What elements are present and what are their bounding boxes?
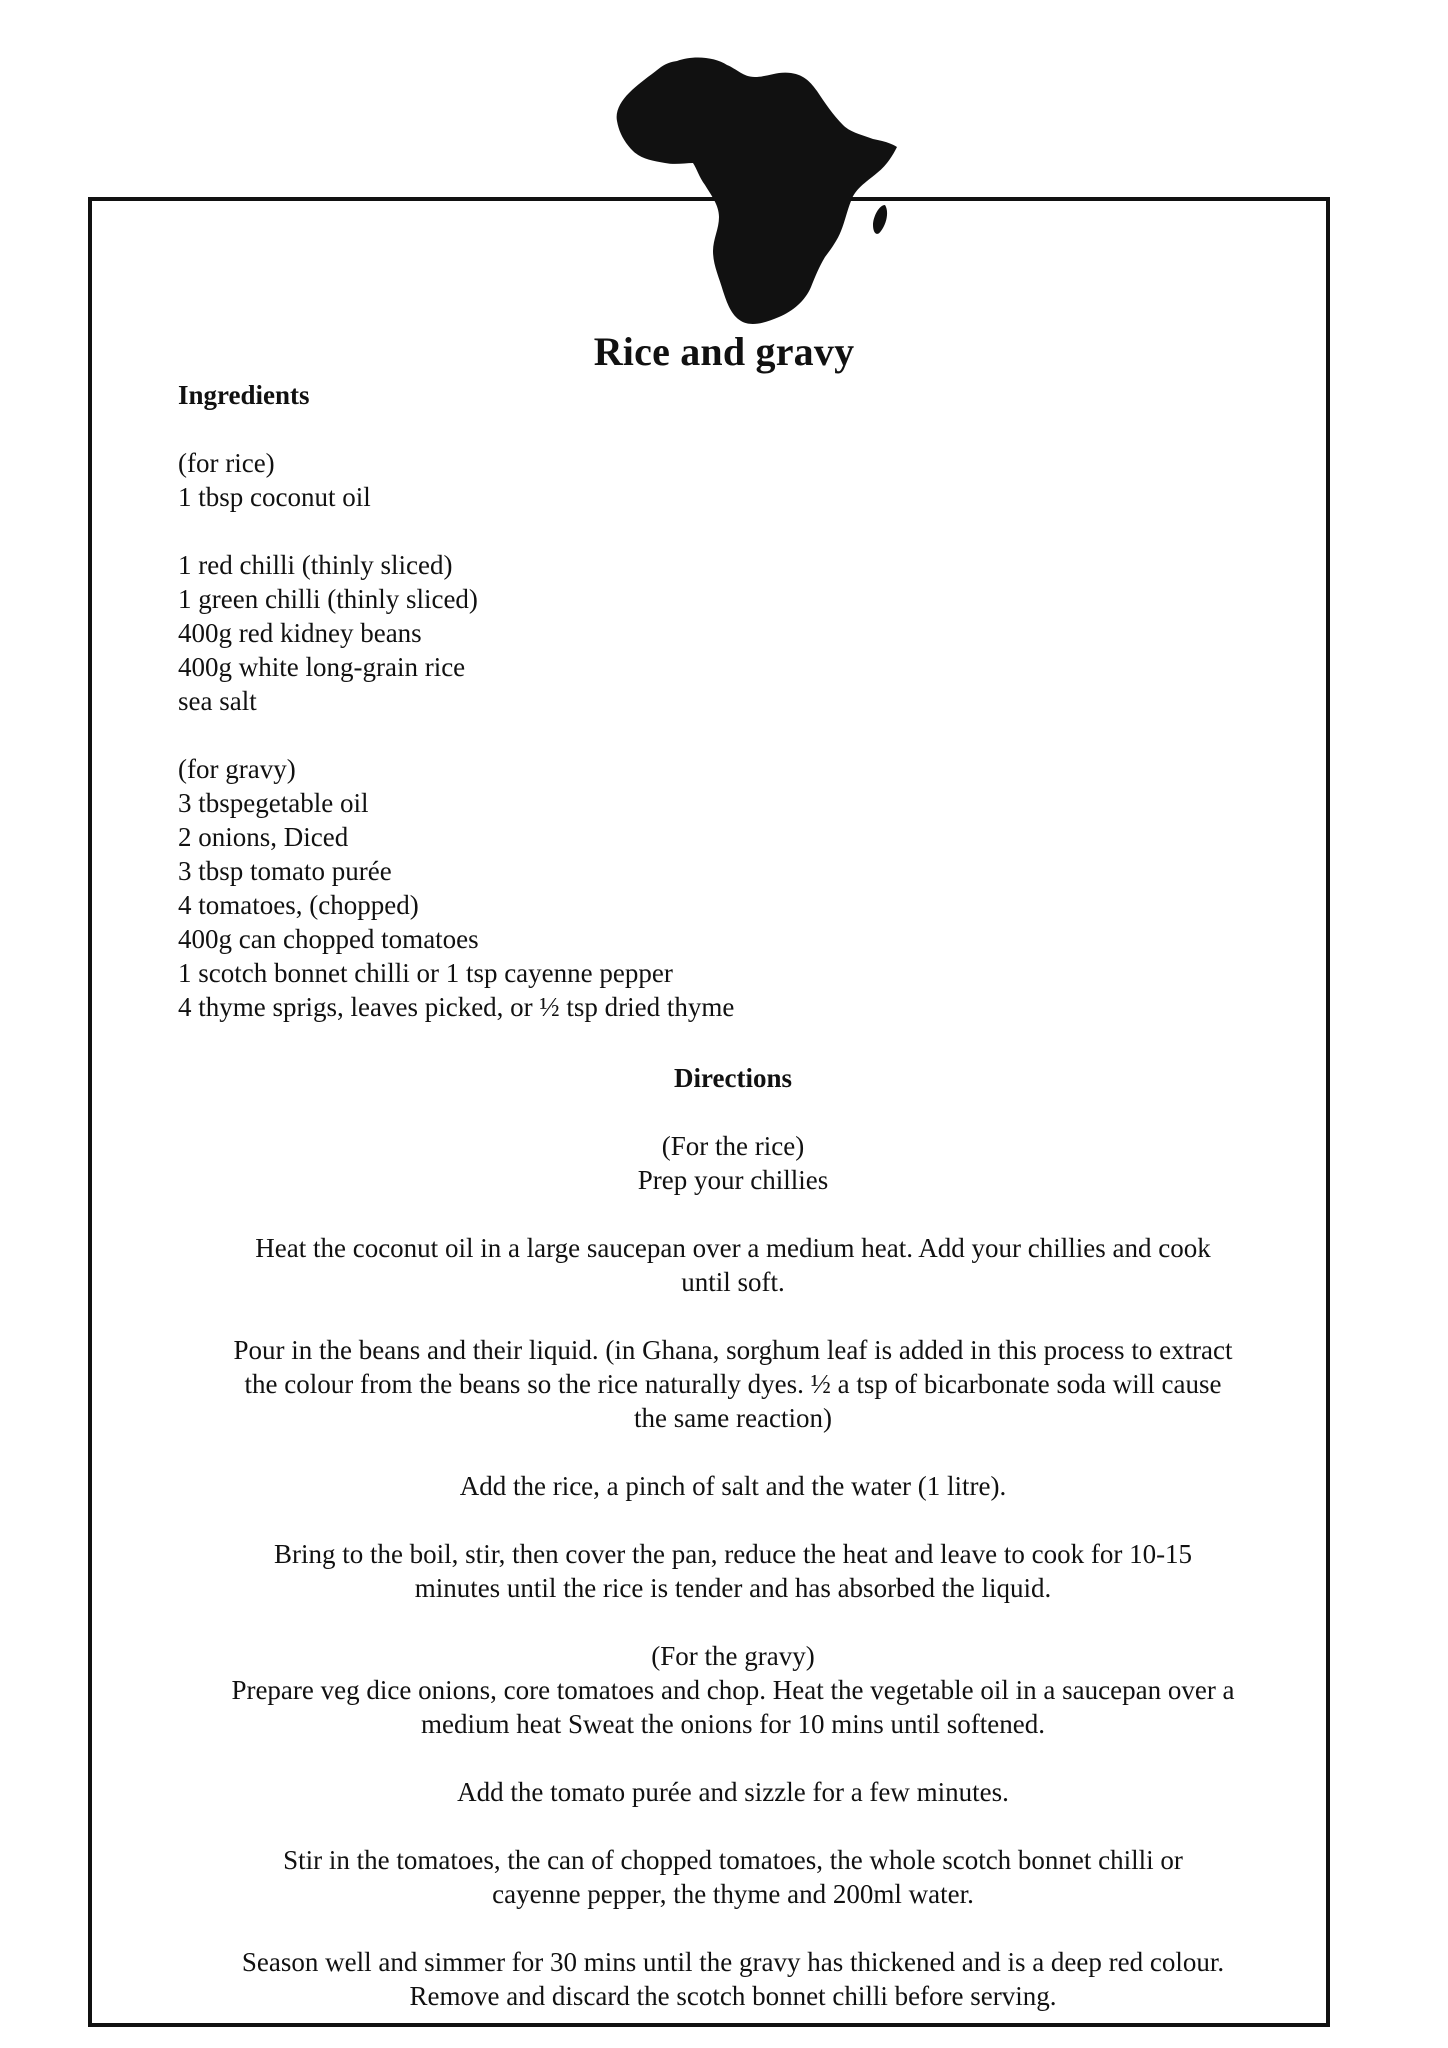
ingredient-line: sea salt bbox=[178, 686, 257, 716]
ingredient-line: (for gravy) bbox=[178, 754, 296, 784]
direction-line: Prepare veg dice onions, core tomatoes and chop. Heat the vegetable oil in a saucepan over a bbox=[231, 1675, 1235, 1705]
direction-line: Stir in the tomatoes, the can of chopped tomatoes, the whole scotch bonnet chilli or bbox=[283, 1845, 1183, 1875]
direction-line: Add the tomato purée and sizzle for a few minutes. bbox=[457, 1777, 1009, 1807]
direction-step bbox=[168, 1537, 1298, 1605]
direction-line: Heat the coconut oil in a large saucepan over a medium heat. Add your chillies and cook bbox=[255, 1233, 1211, 1263]
ingredient-line: 4 tomatoes, (chopped) bbox=[178, 890, 419, 920]
ingredient-line: 1 scotch bonnet chilli or 1 tsp cayenne pepper bbox=[178, 958, 673, 988]
direction-step bbox=[168, 1843, 1298, 1911]
direction-line: Prep your chillies bbox=[637, 1165, 829, 1195]
direction-line: Remove and discard the scotch bonnet chilli before serving. bbox=[409, 1981, 1057, 2011]
direction-step bbox=[168, 1945, 1298, 2013]
ingredient-line: 3 tbspegetable oil bbox=[178, 788, 369, 818]
ingredient-line: 400g red kidney beans bbox=[178, 618, 422, 648]
direction-step bbox=[168, 1775, 1298, 1809]
ingredient-line: 1 tbsp coconut oil bbox=[178, 482, 371, 512]
recipe-title: Rice and gravy bbox=[593, 329, 855, 374]
ingredient-line: 400g can chopped tomatoes bbox=[178, 924, 479, 954]
directions-heading: Directions bbox=[674, 1063, 792, 1093]
direction-line: (For the gravy) bbox=[651, 1641, 815, 1671]
direction-line: the colour from the beans so the rice naturally dyes. ½ a tsp of bicarbonate soda will cause bbox=[244, 1369, 1222, 1399]
ingredient-line: (for rice) bbox=[178, 448, 275, 478]
ingredients-heading: Ingredients bbox=[178, 380, 310, 410]
ingredient-line: 1 red chilli (thinly sliced) bbox=[178, 550, 453, 580]
direction-line: medium heat Sweat the onions for 10 mins until softened. bbox=[421, 1709, 1045, 1739]
africa-silhouette-icon bbox=[615, 55, 905, 330]
direction-line: minutes until the rice is tender and has absorbed the liquid. bbox=[414, 1573, 1052, 1603]
direction-line: Pour in the beans and their liquid. (in Ghana, sorghum leaf is added in this process to extract bbox=[233, 1335, 1233, 1365]
ingredient-line: 2 onions, Diced bbox=[178, 822, 349, 852]
direction-line: cayenne pepper, the thyme and 200ml water. bbox=[492, 1879, 974, 1909]
direction-line: the same reaction) bbox=[634, 1403, 832, 1433]
direction-line: Add the rice, a pinch of salt and the water (1 litre). bbox=[459, 1471, 1007, 1501]
ingredient-line: 400g white long-grain rice bbox=[178, 652, 466, 682]
direction-step bbox=[168, 1639, 1298, 1741]
direction-step bbox=[168, 1333, 1298, 1435]
directions-section bbox=[168, 1061, 1298, 2013]
ingredients-section bbox=[178, 378, 1078, 1024]
direction-line: Season well and simmer for 30 mins until the gravy has thickened and is a deep red colour. bbox=[241, 1947, 1225, 1977]
direction-line: (For the rice) bbox=[661, 1131, 805, 1161]
ingredient-line: 4 thyme sprigs, leaves picked, or ½ tsp dried thyme bbox=[178, 992, 735, 1022]
ingredient-line: 3 tbsp tomato purée bbox=[178, 856, 392, 886]
ingredient-group-rice-main bbox=[178, 548, 1078, 718]
ingredient-line: 1 green chilli (thinly sliced) bbox=[178, 584, 478, 614]
direction-step bbox=[168, 1231, 1298, 1299]
direction-line: Bring to the boil, stir, then cover the pan, reduce the heat and leave to cook for 10-15 bbox=[273, 1539, 1193, 1569]
direction-step bbox=[168, 1469, 1298, 1503]
direction-line: until soft. bbox=[681, 1267, 785, 1297]
direction-step bbox=[168, 1129, 1298, 1197]
ingredient-group-gravy bbox=[178, 752, 1078, 1024]
ingredient-group-rice-oil bbox=[178, 446, 1078, 514]
